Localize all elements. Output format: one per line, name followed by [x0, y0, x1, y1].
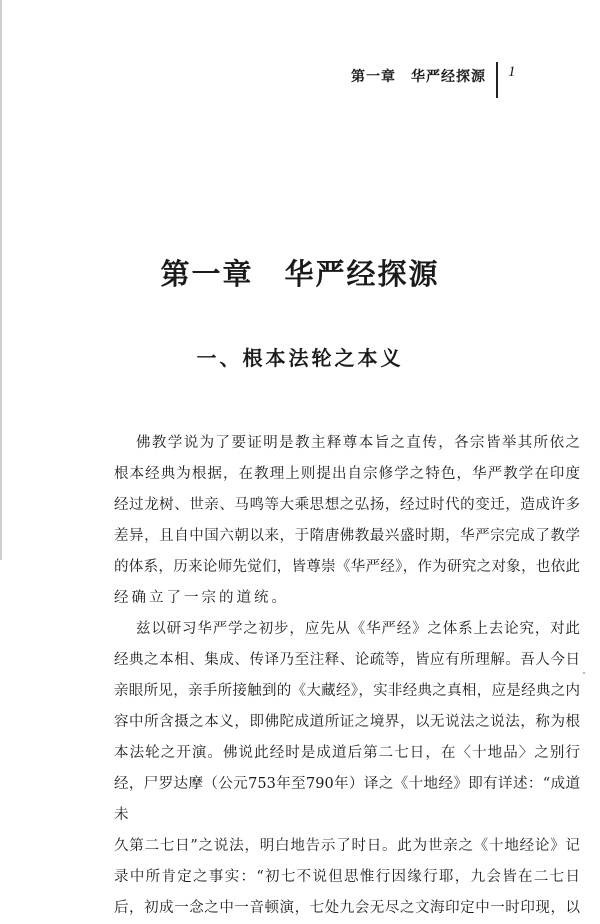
- text-line: 根本经典为根据，在教理上则提出自宗修学之特色，华严教学在印度: [114, 466, 580, 482]
- text-line: 差异，且自中国六朝以来，于隋唐佛教最兴盛时期，华严宗完成了教学: [114, 528, 580, 544]
- text-line: 容中所含摄之本义，即佛陀成道所证之境界，以无说法之说法，称为根: [114, 714, 580, 730]
- text-line: 亲眼所见，亲手所接触到的《大藏经》，实非经典之真相，应是经典之内: [114, 683, 580, 699]
- text-line: 久第二七日”之说法，明白地告示了时日。此为世亲之《十地经论》记: [114, 838, 580, 854]
- text-line: 经，尸罗达摩（公元753年至790年）译之《十地经》即有详述：“成道未: [114, 776, 580, 823]
- running-header-title: 第一章 华严经探源: [351, 69, 486, 85]
- page-number: 1: [508, 64, 516, 80]
- text-line: 经确立了一宗的道统。: [114, 590, 289, 606]
- scan-speck: [583, 672, 585, 674]
- section-title: 一、根本法轮之本义: [196, 346, 404, 370]
- header-divider: [496, 62, 498, 98]
- text-line: 佛教学说为了要证明是教主释尊本旨之直传，各宗皆举其所依之: [136, 435, 580, 451]
- body-text: [114, 428, 580, 924]
- text-line: 经过龙树、世亲、马鸣等大乘思想之弘扬，经过时代的变迁，造成许多: [114, 497, 580, 513]
- text-line: 录中所肯定之事实：“初七不说但思惟行因缘行耶，九会皆在二七日: [114, 869, 580, 885]
- text-line: 的体系，历来论师先觉们，皆尊崇《华严经》，作为研究之对象，也依此: [114, 559, 580, 575]
- text-line: 后，初成一念之中一音顿演，七处九会无尽之文海印定中一时印现，以: [114, 900, 580, 916]
- text-line: 本法轮之开演。佛说此经时是成道后第二七日，在〈十地品〉之别行: [114, 745, 580, 761]
- chapter-title: 第一章 华严经探源: [160, 257, 440, 291]
- text-line: 经典之本相、集成、传译乃至注释、论疏等，皆应有所理解。吾人今日: [114, 652, 580, 668]
- text-line: 兹以研习华严学之初步，应先从《华严经》之体系上去论究，对此: [136, 621, 580, 637]
